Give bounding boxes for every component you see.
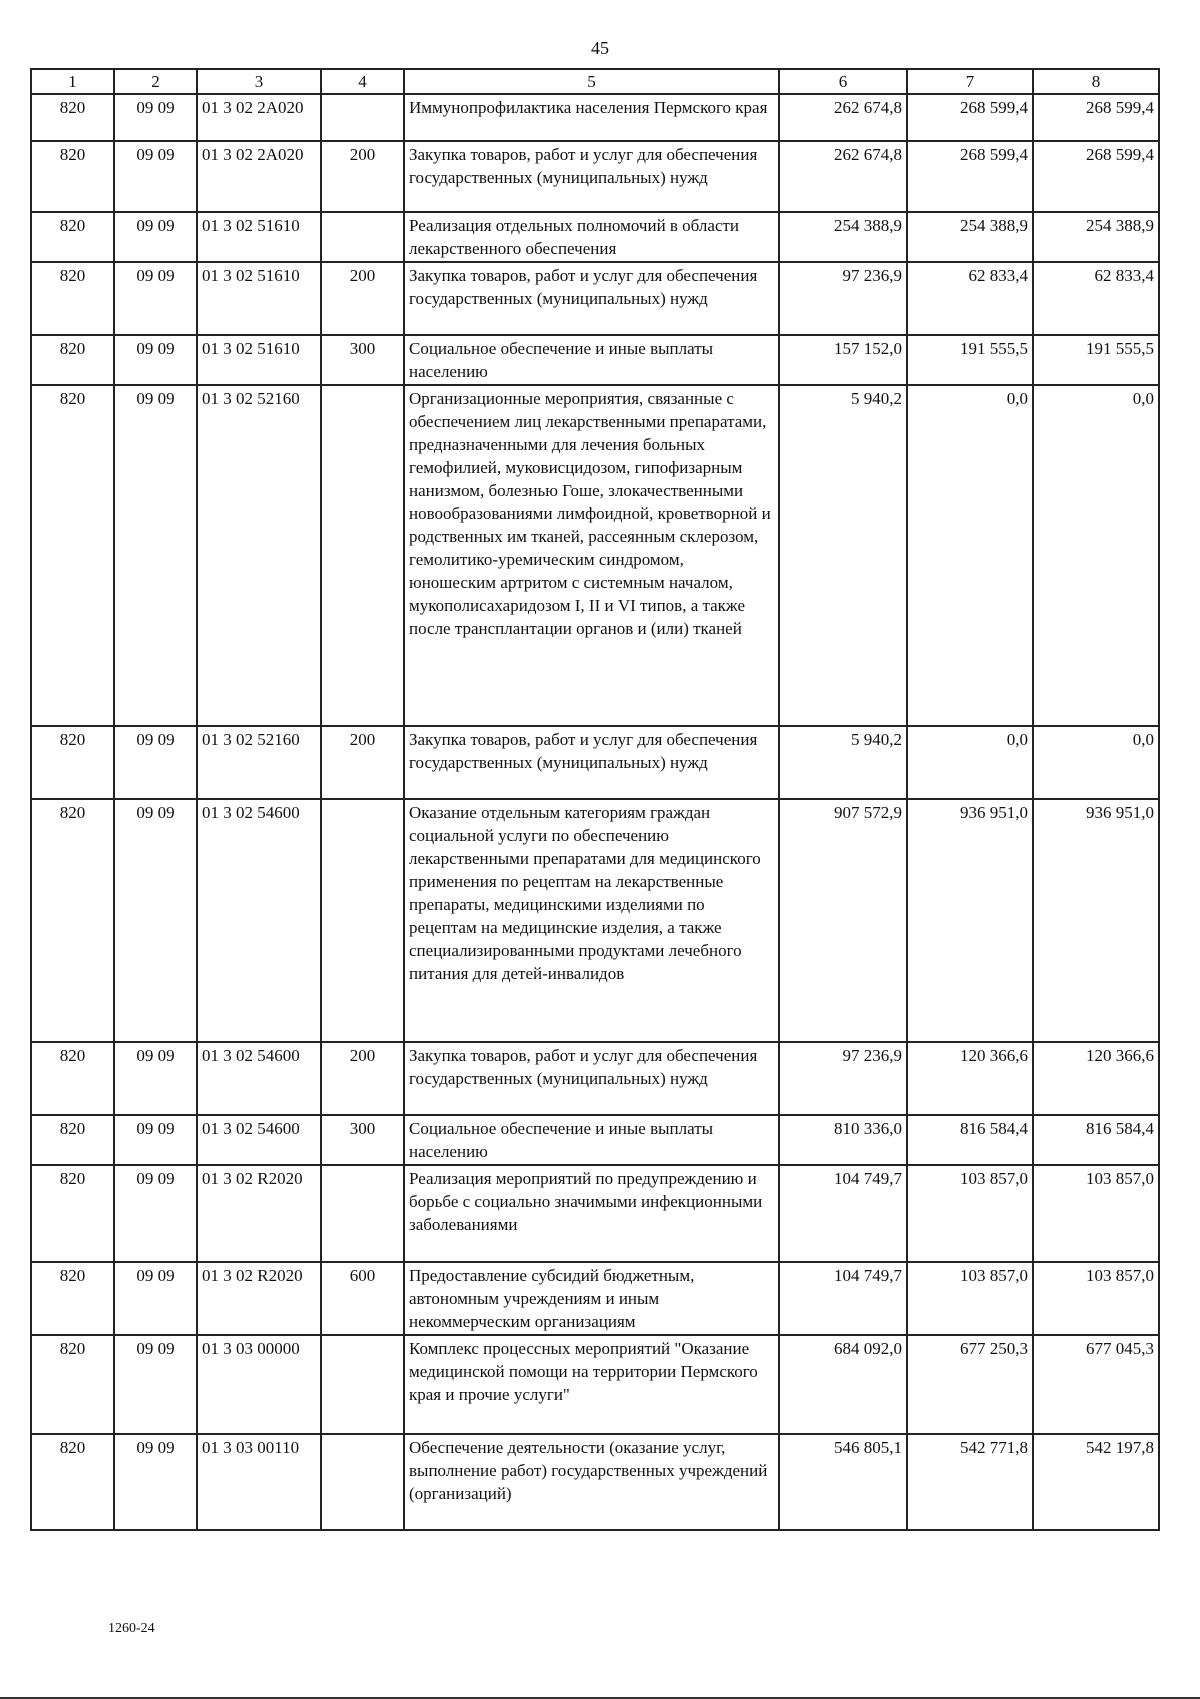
section-code: 09 09 bbox=[114, 335, 197, 385]
item-name: Обеспечение деятельности (оказание услуг, выполнение работ) государственных учреждений (организаций) bbox=[404, 1434, 779, 1530]
amount-col6: 97 236,9 bbox=[779, 262, 907, 335]
item-name: Комплекс процессных мероприятий "Оказание медицинской помощи на территории Пермского края и прочие услуги" bbox=[404, 1335, 779, 1434]
amount-col7: 542 771,8 bbox=[907, 1434, 1033, 1530]
column-header: 6 bbox=[779, 69, 907, 94]
amount-col6: 262 674,8 bbox=[779, 94, 907, 141]
amount-col8: 0,0 bbox=[1033, 385, 1159, 726]
table-row bbox=[31, 385, 1159, 726]
item-name: Социальное обеспечение и иные выплаты населению bbox=[404, 335, 779, 385]
ministry-code: 820 bbox=[31, 141, 114, 212]
amount-col7: 816 584,4 bbox=[907, 1115, 1033, 1165]
expense-type-code: 200 bbox=[321, 726, 404, 799]
budget-table bbox=[30, 68, 1160, 1531]
amount-col7: 120 366,6 bbox=[907, 1042, 1033, 1115]
amount-col7: 677 250,3 bbox=[907, 1335, 1033, 1434]
amount-col7: 103 857,0 bbox=[907, 1165, 1033, 1262]
column-header: 3 bbox=[197, 69, 321, 94]
table-row bbox=[31, 262, 1159, 335]
amount-col7: 936 951,0 bbox=[907, 799, 1033, 1042]
item-name: Закупка товаров, работ и услуг для обеспечения государственных (муниципальных) нужд bbox=[404, 726, 779, 799]
ministry-code: 820 bbox=[31, 262, 114, 335]
ministry-code: 820 bbox=[31, 385, 114, 726]
amount-col8: 62 833,4 bbox=[1033, 262, 1159, 335]
amount-col8: 254 388,9 bbox=[1033, 212, 1159, 262]
amount-col7: 191 555,5 bbox=[907, 335, 1033, 385]
table-row bbox=[31, 212, 1159, 262]
amount-col8: 677 045,3 bbox=[1033, 1335, 1159, 1434]
expense-type-code bbox=[321, 94, 404, 141]
expense-type-code bbox=[321, 1434, 404, 1530]
amount-col6: 5 940,2 bbox=[779, 385, 907, 726]
article-code: 01 3 02 51610 bbox=[197, 212, 321, 262]
amount-col6: 157 152,0 bbox=[779, 335, 907, 385]
expense-type-code bbox=[321, 1335, 404, 1434]
amount-col8: 103 857,0 bbox=[1033, 1165, 1159, 1262]
item-name: Реализация отдельных полномочий в области лекарственного обеспечения bbox=[404, 212, 779, 262]
table-row bbox=[31, 1042, 1159, 1115]
table-row bbox=[31, 1115, 1159, 1165]
document-code: 1260-24 bbox=[108, 1621, 155, 1636]
column-header: 1 bbox=[31, 69, 114, 94]
amount-col7: 62 833,4 bbox=[907, 262, 1033, 335]
table-row bbox=[31, 1165, 1159, 1262]
item-name: Закупка товаров, работ и услуг для обеспечения государственных (муниципальных) нужд bbox=[404, 262, 779, 335]
column-header: 2 bbox=[114, 69, 197, 94]
item-name: Организационные мероприятия, связанные с обеспечением лиц лекарственными препаратами, предназначенными для лечения больных гемофилией, муковисцидозом, гипофизарным нанизмом, болезнью Гоше, злокачественными новообразованиями лимфоидной, кроветворной и родственных им тканей, рассеянным склерозом, гемолитико-уремическим синдромом, юношеским артритом с системным началом, мукополисахаридозом I, II и VI типов, а также после трансплантации органов и (или) тканей bbox=[404, 385, 779, 726]
item-name: Предоставление субсидий бюджетным, автономным учреждениям и иным некоммерческим организациям bbox=[404, 1262, 779, 1335]
article-code: 01 3 02 51610 bbox=[197, 335, 321, 385]
article-code: 01 3 02 54600 bbox=[197, 799, 321, 1042]
amount-col8: 268 599,4 bbox=[1033, 94, 1159, 141]
amount-col6: 5 940,2 bbox=[779, 726, 907, 799]
amount-col6: 684 092,0 bbox=[779, 1335, 907, 1434]
item-name: Закупка товаров, работ и услуг для обеспечения государственных (муниципальных) нужд bbox=[404, 141, 779, 212]
amount-col8: 816 584,4 bbox=[1033, 1115, 1159, 1165]
table-row bbox=[31, 726, 1159, 799]
table-row bbox=[31, 94, 1159, 141]
article-code: 01 3 02 2А020 bbox=[197, 141, 321, 212]
amount-col7: 254 388,9 bbox=[907, 212, 1033, 262]
section-code: 09 09 bbox=[114, 385, 197, 726]
amount-col7: 103 857,0 bbox=[907, 1262, 1033, 1335]
amount-col8: 103 857,0 bbox=[1033, 1262, 1159, 1335]
item-name: Иммунопрофилактика населения Пермского края bbox=[404, 94, 779, 141]
column-header: 5 bbox=[404, 69, 779, 94]
amount-col8: 542 197,8 bbox=[1033, 1434, 1159, 1530]
expense-type-code bbox=[321, 1165, 404, 1262]
amount-col6: 546 805,1 bbox=[779, 1434, 907, 1530]
amount-col6: 810 336,0 bbox=[779, 1115, 907, 1165]
section-code: 09 09 bbox=[114, 141, 197, 212]
expense-type-code: 300 bbox=[321, 335, 404, 385]
amount-col6: 262 674,8 bbox=[779, 141, 907, 212]
article-code: 01 3 03 00110 bbox=[197, 1434, 321, 1530]
article-code: 01 3 02 51610 bbox=[197, 262, 321, 335]
item-name: Закупка товаров, работ и услуг для обеспечения государственных (муниципальных) нужд bbox=[404, 1042, 779, 1115]
table-row bbox=[31, 1434, 1159, 1530]
ministry-code: 820 bbox=[31, 1335, 114, 1434]
expense-type-code bbox=[321, 212, 404, 262]
article-code: 01 3 02 52160 bbox=[197, 385, 321, 726]
amount-col6: 104 749,7 bbox=[779, 1262, 907, 1335]
article-code: 01 3 02 R2020 bbox=[197, 1165, 321, 1262]
article-code: 01 3 02 2А020 bbox=[197, 94, 321, 141]
section-code: 09 09 bbox=[114, 94, 197, 141]
amount-col7: 0,0 bbox=[907, 726, 1033, 799]
ministry-code: 820 bbox=[31, 212, 114, 262]
amount-col6: 254 388,9 bbox=[779, 212, 907, 262]
item-name: Социальное обеспечение и иные выплаты населению bbox=[404, 1115, 779, 1165]
ministry-code: 820 bbox=[31, 1042, 114, 1115]
amount-col8: 268 599,4 bbox=[1033, 141, 1159, 212]
section-code: 09 09 bbox=[114, 726, 197, 799]
section-code: 09 09 bbox=[114, 212, 197, 262]
ministry-code: 820 bbox=[31, 94, 114, 141]
section-code: 09 09 bbox=[114, 799, 197, 1042]
item-name: Реализация мероприятий по предупреждению и борьбе с социально значимыми инфекционными заболеваниями bbox=[404, 1165, 779, 1262]
section-code: 09 09 bbox=[114, 262, 197, 335]
expense-type-code bbox=[321, 799, 404, 1042]
table-row bbox=[31, 141, 1159, 212]
ministry-code: 820 bbox=[31, 1115, 114, 1165]
article-code: 01 3 02 54600 bbox=[197, 1042, 321, 1115]
expense-type-code: 200 bbox=[321, 1042, 404, 1115]
table-row bbox=[31, 1335, 1159, 1434]
section-code: 09 09 bbox=[114, 1262, 197, 1335]
amount-col8: 120 366,6 bbox=[1033, 1042, 1159, 1115]
ministry-code: 820 bbox=[31, 726, 114, 799]
amount-col7: 268 599,4 bbox=[907, 141, 1033, 212]
ministry-code: 820 bbox=[31, 335, 114, 385]
amount-col6: 104 749,7 bbox=[779, 1165, 907, 1262]
table-row bbox=[31, 335, 1159, 385]
table-row bbox=[31, 1262, 1159, 1335]
expense-type-code bbox=[321, 385, 404, 726]
expense-type-code: 200 bbox=[321, 262, 404, 335]
section-code: 09 09 bbox=[114, 1165, 197, 1262]
article-code: 01 3 02 54600 bbox=[197, 1115, 321, 1165]
amount-col7: 268 599,4 bbox=[907, 94, 1033, 141]
expense-type-code: 300 bbox=[321, 1115, 404, 1165]
section-code: 09 09 bbox=[114, 1115, 197, 1165]
column-header: 7 bbox=[907, 69, 1033, 94]
amount-col6: 97 236,9 bbox=[779, 1042, 907, 1115]
table-row bbox=[31, 799, 1159, 1042]
amount-col8: 936 951,0 bbox=[1033, 799, 1159, 1042]
page-number: 45 bbox=[591, 38, 609, 58]
expense-type-code: 200 bbox=[321, 141, 404, 212]
section-code: 09 09 bbox=[114, 1042, 197, 1115]
section-code: 09 09 bbox=[114, 1434, 197, 1530]
article-code: 01 3 02 R2020 bbox=[197, 1262, 321, 1335]
ministry-code: 820 bbox=[31, 1262, 114, 1335]
column-header: 4 bbox=[321, 69, 404, 94]
article-code: 01 3 02 52160 bbox=[197, 726, 321, 799]
amount-col7: 0,0 bbox=[907, 385, 1033, 726]
item-name: Оказание отдельным категориям граждан социальной услуги по обеспечению лекарственными препаратами для медицинского применения по рецептам на лекарственные препараты, медицинскими изделиями по рецептам на медицинские изделия, а также специализированными продуктами лечебного питания для детей-инвалидов bbox=[404, 799, 779, 1042]
amount-col8: 0,0 bbox=[1033, 726, 1159, 799]
expense-type-code: 600 bbox=[321, 1262, 404, 1335]
header-row bbox=[31, 69, 1159, 94]
section-code: 09 09 bbox=[114, 1335, 197, 1434]
article-code: 01 3 03 00000 bbox=[197, 1335, 321, 1434]
amount-col8: 191 555,5 bbox=[1033, 335, 1159, 385]
amount-col6: 907 572,9 bbox=[779, 799, 907, 1042]
column-header: 8 bbox=[1033, 69, 1159, 94]
ministry-code: 820 bbox=[31, 799, 114, 1042]
ministry-code: 820 bbox=[31, 1165, 114, 1262]
ministry-code: 820 bbox=[31, 1434, 114, 1530]
